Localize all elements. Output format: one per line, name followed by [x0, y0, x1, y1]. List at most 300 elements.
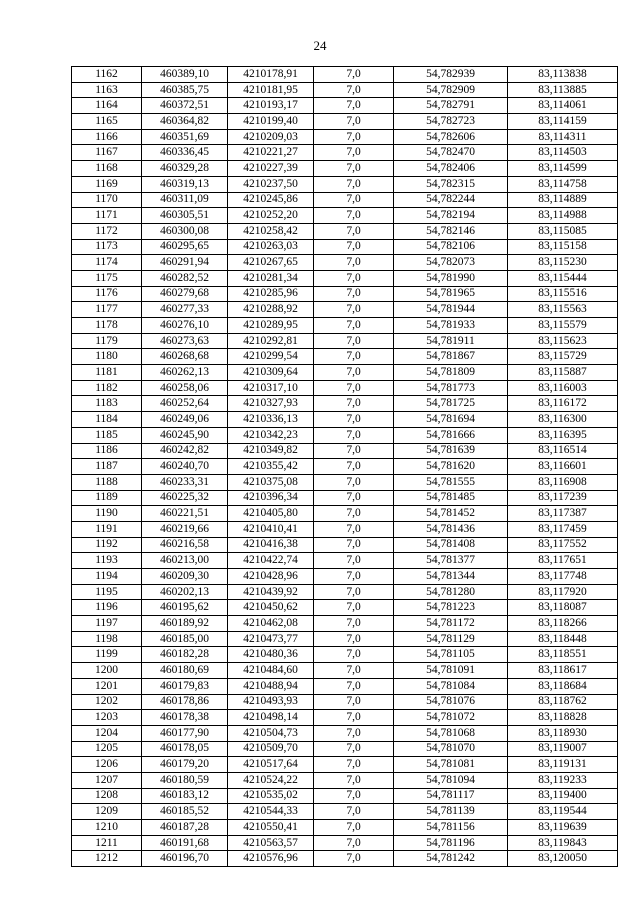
x-coordinate-cell: 460180,59 — [142, 772, 228, 788]
longitude-cell: 83,117920 — [508, 584, 618, 600]
latitude-cell: 54,781070 — [394, 741, 508, 757]
width-cell: 7,0 — [314, 302, 394, 318]
latitude-cell: 54,781773 — [394, 380, 508, 396]
width-cell: 7,0 — [314, 647, 394, 663]
longitude-cell: 83,119544 — [508, 804, 618, 820]
table-row — [72, 569, 618, 585]
table-row — [72, 459, 618, 475]
point-number-cell: 1196 — [72, 600, 142, 616]
table-row — [72, 161, 618, 177]
longitude-cell: 83,117552 — [508, 537, 618, 553]
longitude-cell: 83,115729 — [508, 349, 618, 365]
width-cell: 7,0 — [314, 490, 394, 506]
point-number-cell: 1170 — [72, 192, 142, 208]
x-coordinate-cell: 460252,64 — [142, 396, 228, 412]
y-coordinate-cell: 4210252,20 — [228, 208, 314, 224]
width-cell: 7,0 — [314, 474, 394, 490]
latitude-cell: 54,781639 — [394, 443, 508, 459]
point-number-cell: 1193 — [72, 553, 142, 569]
longitude-cell: 83,115516 — [508, 286, 618, 302]
table-row — [72, 145, 618, 161]
table-row — [72, 725, 618, 741]
table-row — [72, 255, 618, 271]
table-row — [72, 349, 618, 365]
x-coordinate-cell: 460242,82 — [142, 443, 228, 459]
x-coordinate-cell: 460202,13 — [142, 584, 228, 600]
width-cell: 7,0 — [314, 192, 394, 208]
width-cell: 7,0 — [314, 145, 394, 161]
width-cell: 7,0 — [314, 412, 394, 428]
width-cell: 7,0 — [314, 537, 394, 553]
x-coordinate-cell: 460195,62 — [142, 600, 228, 616]
width-cell: 7,0 — [314, 757, 394, 773]
width-cell: 7,0 — [314, 600, 394, 616]
point-number-cell: 1179 — [72, 333, 142, 349]
longitude-cell: 83,118762 — [508, 694, 618, 710]
width-cell: 7,0 — [314, 208, 394, 224]
x-coordinate-cell: 460185,52 — [142, 804, 228, 820]
x-coordinate-cell: 460182,28 — [142, 647, 228, 663]
y-coordinate-cell: 4210288,92 — [228, 302, 314, 318]
table-row — [72, 804, 618, 820]
point-number-cell: 1207 — [72, 772, 142, 788]
table-row — [72, 239, 618, 255]
table-row — [72, 474, 618, 490]
width-cell: 7,0 — [314, 569, 394, 585]
latitude-cell: 54,781196 — [394, 835, 508, 851]
longitude-cell: 83,113885 — [508, 82, 618, 98]
point-number-cell: 1192 — [72, 537, 142, 553]
point-number-cell: 1195 — [72, 584, 142, 600]
x-coordinate-cell: 460225,32 — [142, 490, 228, 506]
point-number-cell: 1198 — [72, 631, 142, 647]
width-cell: 7,0 — [314, 616, 394, 632]
longitude-cell: 83,119843 — [508, 835, 618, 851]
point-number-cell: 1200 — [72, 663, 142, 679]
latitude-cell: 54,782606 — [394, 129, 508, 145]
table-row — [72, 820, 618, 836]
longitude-cell: 83,114061 — [508, 98, 618, 114]
longitude-cell: 83,119007 — [508, 741, 618, 757]
point-number-cell: 1212 — [72, 851, 142, 867]
longitude-cell: 83,115158 — [508, 239, 618, 255]
x-coordinate-cell: 460329,28 — [142, 161, 228, 177]
point-number-cell: 1204 — [72, 725, 142, 741]
point-number-cell: 1167 — [72, 145, 142, 161]
x-coordinate-cell: 460178,38 — [142, 710, 228, 726]
point-number-cell: 1186 — [72, 443, 142, 459]
y-coordinate-cell: 4210342,23 — [228, 427, 314, 443]
point-number-cell: 1210 — [72, 820, 142, 836]
y-coordinate-cell: 4210221,27 — [228, 145, 314, 161]
y-coordinate-cell: 4210292,81 — [228, 333, 314, 349]
longitude-cell: 83,116514 — [508, 443, 618, 459]
table-row — [72, 647, 618, 663]
y-coordinate-cell: 4210193,17 — [228, 98, 314, 114]
longitude-cell: 83,118930 — [508, 725, 618, 741]
x-coordinate-cell: 460300,08 — [142, 223, 228, 239]
y-coordinate-cell: 4210285,96 — [228, 286, 314, 302]
longitude-cell: 83,116601 — [508, 459, 618, 475]
width-cell: 7,0 — [314, 459, 394, 475]
width-cell: 7,0 — [314, 820, 394, 836]
point-number-cell: 1181 — [72, 365, 142, 381]
table-row — [72, 67, 618, 83]
longitude-cell: 83,114599 — [508, 161, 618, 177]
y-coordinate-cell: 4210462,08 — [228, 616, 314, 632]
latitude-cell: 54,782723 — [394, 114, 508, 130]
point-number-cell: 1168 — [72, 161, 142, 177]
longitude-cell: 83,115623 — [508, 333, 618, 349]
y-coordinate-cell: 4210480,36 — [228, 647, 314, 663]
longitude-cell: 83,118828 — [508, 710, 618, 726]
width-cell: 7,0 — [314, 663, 394, 679]
x-coordinate-cell: 460219,66 — [142, 521, 228, 537]
y-coordinate-cell: 4210349,82 — [228, 443, 314, 459]
table-row — [72, 286, 618, 302]
latitude-cell: 54,781105 — [394, 647, 508, 663]
longitude-cell: 83,117387 — [508, 506, 618, 522]
y-coordinate-cell: 4210410,41 — [228, 521, 314, 537]
point-number-cell: 1208 — [72, 788, 142, 804]
latitude-cell: 54,781344 — [394, 569, 508, 585]
y-coordinate-cell: 4210317,10 — [228, 380, 314, 396]
y-coordinate-cell: 4210509,70 — [228, 741, 314, 757]
width-cell: 7,0 — [314, 427, 394, 443]
y-coordinate-cell: 4210405,80 — [228, 506, 314, 522]
longitude-cell: 83,116300 — [508, 412, 618, 428]
point-number-cell: 1189 — [72, 490, 142, 506]
point-number-cell: 1169 — [72, 176, 142, 192]
y-coordinate-cell: 4210544,33 — [228, 804, 314, 820]
y-coordinate-cell: 4210535,02 — [228, 788, 314, 804]
table-row — [72, 98, 618, 114]
point-number-cell: 1209 — [72, 804, 142, 820]
point-number-cell: 1203 — [72, 710, 142, 726]
latitude-cell: 54,781944 — [394, 302, 508, 318]
x-coordinate-cell: 460240,70 — [142, 459, 228, 475]
x-coordinate-cell: 460189,92 — [142, 616, 228, 632]
width-cell: 7,0 — [314, 741, 394, 757]
latitude-cell: 54,781223 — [394, 600, 508, 616]
table-row — [72, 443, 618, 459]
latitude-cell: 54,781068 — [394, 725, 508, 741]
point-number-cell: 1166 — [72, 129, 142, 145]
longitude-cell: 83,118551 — [508, 647, 618, 663]
y-coordinate-cell: 4210181,95 — [228, 82, 314, 98]
latitude-cell: 54,781436 — [394, 521, 508, 537]
latitude-cell: 54,782406 — [394, 161, 508, 177]
point-number-cell: 1171 — [72, 208, 142, 224]
x-coordinate-cell: 460319,13 — [142, 176, 228, 192]
table-row — [72, 208, 618, 224]
point-number-cell: 1164 — [72, 98, 142, 114]
longitude-cell: 83,114889 — [508, 192, 618, 208]
width-cell: 7,0 — [314, 772, 394, 788]
longitude-cell: 83,115887 — [508, 365, 618, 381]
latitude-cell: 54,781094 — [394, 772, 508, 788]
table-row — [72, 396, 618, 412]
latitude-cell: 54,781933 — [394, 318, 508, 334]
page-number: 24 — [313, 38, 327, 53]
point-number-cell: 1180 — [72, 349, 142, 365]
latitude-cell: 54,782244 — [394, 192, 508, 208]
latitude-cell: 54,781666 — [394, 427, 508, 443]
width-cell: 7,0 — [314, 851, 394, 867]
x-coordinate-cell: 460258,06 — [142, 380, 228, 396]
point-number-cell: 1183 — [72, 396, 142, 412]
point-number-cell: 1199 — [72, 647, 142, 663]
table-row — [72, 694, 618, 710]
y-coordinate-cell: 4210493,93 — [228, 694, 314, 710]
latitude-cell: 54,781076 — [394, 694, 508, 710]
table-row — [72, 631, 618, 647]
width-cell: 7,0 — [314, 67, 394, 83]
longitude-cell: 83,119233 — [508, 772, 618, 788]
width-cell: 7,0 — [314, 318, 394, 334]
table-row — [72, 772, 618, 788]
point-number-cell: 1172 — [72, 223, 142, 239]
latitude-cell: 54,781091 — [394, 663, 508, 679]
point-number-cell: 1197 — [72, 616, 142, 632]
latitude-cell: 54,781965 — [394, 286, 508, 302]
width-cell: 7,0 — [314, 396, 394, 412]
y-coordinate-cell: 4210375,08 — [228, 474, 314, 490]
width-cell: 7,0 — [314, 835, 394, 851]
x-coordinate-cell: 460179,83 — [142, 678, 228, 694]
x-coordinate-cell: 460364,82 — [142, 114, 228, 130]
table-row — [72, 851, 618, 867]
width-cell: 7,0 — [314, 678, 394, 694]
table-row — [72, 82, 618, 98]
width-cell: 7,0 — [314, 380, 394, 396]
latitude-cell: 54,782909 — [394, 82, 508, 98]
table-row — [72, 537, 618, 553]
longitude-cell: 83,117459 — [508, 521, 618, 537]
longitude-cell: 83,117651 — [508, 553, 618, 569]
x-coordinate-cell: 460372,51 — [142, 98, 228, 114]
x-coordinate-cell: 460180,69 — [142, 663, 228, 679]
point-number-cell: 1205 — [72, 741, 142, 757]
y-coordinate-cell: 4210309,64 — [228, 365, 314, 381]
point-number-cell: 1177 — [72, 302, 142, 318]
x-coordinate-cell: 460209,30 — [142, 569, 228, 585]
longitude-cell: 83,117239 — [508, 490, 618, 506]
x-coordinate-cell: 460385,75 — [142, 82, 228, 98]
longitude-cell: 83,114159 — [508, 114, 618, 130]
latitude-cell: 54,782939 — [394, 67, 508, 83]
point-number-cell: 1206 — [72, 757, 142, 773]
table-row — [72, 114, 618, 130]
x-coordinate-cell: 460249,06 — [142, 412, 228, 428]
x-coordinate-cell: 460179,20 — [142, 757, 228, 773]
y-coordinate-cell: 4210327,93 — [228, 396, 314, 412]
latitude-cell: 54,782146 — [394, 223, 508, 239]
point-number-cell: 1187 — [72, 459, 142, 475]
y-coordinate-cell: 4210550,41 — [228, 820, 314, 836]
longitude-cell: 83,116395 — [508, 427, 618, 443]
table-row — [72, 380, 618, 396]
latitude-cell: 54,781911 — [394, 333, 508, 349]
y-coordinate-cell: 4210178,91 — [228, 67, 314, 83]
width-cell: 7,0 — [314, 710, 394, 726]
table-row — [72, 176, 618, 192]
y-coordinate-cell: 4210484,60 — [228, 663, 314, 679]
table-row — [72, 835, 618, 851]
width-cell: 7,0 — [314, 98, 394, 114]
latitude-cell: 54,781485 — [394, 490, 508, 506]
width-cell: 7,0 — [314, 584, 394, 600]
y-coordinate-cell: 4210563,57 — [228, 835, 314, 851]
longitude-cell: 83,117748 — [508, 569, 618, 585]
longitude-cell: 83,113838 — [508, 67, 618, 83]
table-row — [72, 600, 618, 616]
y-coordinate-cell: 4210428,96 — [228, 569, 314, 585]
point-number-cell: 1162 — [72, 67, 142, 83]
width-cell: 7,0 — [314, 255, 394, 271]
y-coordinate-cell: 4210199,40 — [228, 114, 314, 130]
latitude-cell: 54,781129 — [394, 631, 508, 647]
latitude-cell: 54,782106 — [394, 239, 508, 255]
x-coordinate-cell: 460187,28 — [142, 820, 228, 836]
table-row — [72, 192, 618, 208]
table-row — [72, 616, 618, 632]
table-row — [72, 318, 618, 334]
width-cell: 7,0 — [314, 365, 394, 381]
width-cell: 7,0 — [314, 349, 394, 365]
y-coordinate-cell: 4210576,96 — [228, 851, 314, 867]
latitude-cell: 54,782315 — [394, 176, 508, 192]
x-coordinate-cell: 460277,33 — [142, 302, 228, 318]
x-coordinate-cell: 460262,13 — [142, 365, 228, 381]
x-coordinate-cell: 460178,05 — [142, 741, 228, 757]
y-coordinate-cell: 4210355,42 — [228, 459, 314, 475]
y-coordinate-cell: 4210267,65 — [228, 255, 314, 271]
point-number-cell: 1173 — [72, 239, 142, 255]
y-coordinate-cell: 4210396,34 — [228, 490, 314, 506]
latitude-cell: 54,781694 — [394, 412, 508, 428]
width-cell: 7,0 — [314, 333, 394, 349]
x-coordinate-cell: 460191,68 — [142, 835, 228, 851]
longitude-cell: 83,115230 — [508, 255, 618, 271]
width-cell: 7,0 — [314, 161, 394, 177]
x-coordinate-cell: 460178,86 — [142, 694, 228, 710]
width-cell: 7,0 — [314, 129, 394, 145]
longitude-cell: 83,118448 — [508, 631, 618, 647]
y-coordinate-cell: 4210524,22 — [228, 772, 314, 788]
width-cell: 7,0 — [314, 270, 394, 286]
latitude-cell: 54,781280 — [394, 584, 508, 600]
x-coordinate-cell: 460213,00 — [142, 553, 228, 569]
table-row — [72, 302, 618, 318]
x-coordinate-cell: 460177,90 — [142, 725, 228, 741]
latitude-cell: 54,782470 — [394, 145, 508, 161]
point-number-cell: 1188 — [72, 474, 142, 490]
table-row — [72, 365, 618, 381]
table-row — [72, 427, 618, 443]
y-coordinate-cell: 4210289,95 — [228, 318, 314, 334]
y-coordinate-cell: 4210498,14 — [228, 710, 314, 726]
table-row — [72, 333, 618, 349]
width-cell: 7,0 — [314, 506, 394, 522]
x-coordinate-cell: 460245,90 — [142, 427, 228, 443]
latitude-cell: 54,781084 — [394, 678, 508, 694]
x-coordinate-cell: 460311,09 — [142, 192, 228, 208]
latitude-cell: 54,781867 — [394, 349, 508, 365]
longitude-cell: 83,114503 — [508, 145, 618, 161]
latitude-cell: 54,781156 — [394, 820, 508, 836]
table-row — [72, 788, 618, 804]
x-coordinate-cell: 460221,51 — [142, 506, 228, 522]
longitude-cell: 83,118684 — [508, 678, 618, 694]
x-coordinate-cell: 460233,31 — [142, 474, 228, 490]
y-coordinate-cell: 4210488,94 — [228, 678, 314, 694]
longitude-cell: 83,119400 — [508, 788, 618, 804]
x-coordinate-cell: 460273,63 — [142, 333, 228, 349]
point-number-cell: 1163 — [72, 82, 142, 98]
y-coordinate-cell: 4210422,74 — [228, 553, 314, 569]
longitude-cell: 83,114758 — [508, 176, 618, 192]
longitude-cell: 83,116003 — [508, 380, 618, 396]
table-row — [72, 663, 618, 679]
width-cell: 7,0 — [314, 114, 394, 130]
longitude-cell: 83,115085 — [508, 223, 618, 239]
x-coordinate-cell: 460295,65 — [142, 239, 228, 255]
latitude-cell: 54,781990 — [394, 270, 508, 286]
y-coordinate-cell: 4210450,62 — [228, 600, 314, 616]
longitude-cell: 83,119131 — [508, 757, 618, 773]
y-coordinate-cell: 4210299,54 — [228, 349, 314, 365]
longitude-cell: 83,120050 — [508, 851, 618, 867]
table-row — [72, 506, 618, 522]
latitude-cell: 54,781072 — [394, 710, 508, 726]
x-coordinate-cell: 460291,94 — [142, 255, 228, 271]
y-coordinate-cell: 4210209,03 — [228, 129, 314, 145]
latitude-cell: 54,781408 — [394, 537, 508, 553]
table-row — [72, 584, 618, 600]
point-number-cell: 1174 — [72, 255, 142, 271]
latitude-cell: 54,781809 — [394, 365, 508, 381]
x-coordinate-cell: 460216,58 — [142, 537, 228, 553]
latitude-cell: 54,781242 — [394, 851, 508, 867]
x-coordinate-cell: 460276,10 — [142, 318, 228, 334]
x-coordinate-cell: 460389,10 — [142, 67, 228, 83]
width-cell: 7,0 — [314, 443, 394, 459]
table-row — [72, 553, 618, 569]
longitude-cell: 83,118087 — [508, 600, 618, 616]
latitude-cell: 54,781377 — [394, 553, 508, 569]
point-number-cell: 1194 — [72, 569, 142, 585]
table-row — [72, 678, 618, 694]
point-number-cell: 1184 — [72, 412, 142, 428]
width-cell: 7,0 — [314, 82, 394, 98]
width-cell: 7,0 — [314, 631, 394, 647]
y-coordinate-cell: 4210245,86 — [228, 192, 314, 208]
width-cell: 7,0 — [314, 286, 394, 302]
x-coordinate-cell: 460196,70 — [142, 851, 228, 867]
width-cell: 7,0 — [314, 553, 394, 569]
x-coordinate-cell: 460336,45 — [142, 145, 228, 161]
width-cell: 7,0 — [314, 725, 394, 741]
longitude-cell: 83,116908 — [508, 474, 618, 490]
y-coordinate-cell: 4210517,64 — [228, 757, 314, 773]
point-number-cell: 1175 — [72, 270, 142, 286]
coordinates-table-body — [72, 67, 618, 867]
y-coordinate-cell: 4210504,73 — [228, 725, 314, 741]
point-number-cell: 1165 — [72, 114, 142, 130]
x-coordinate-cell: 460305,51 — [142, 208, 228, 224]
point-number-cell: 1202 — [72, 694, 142, 710]
